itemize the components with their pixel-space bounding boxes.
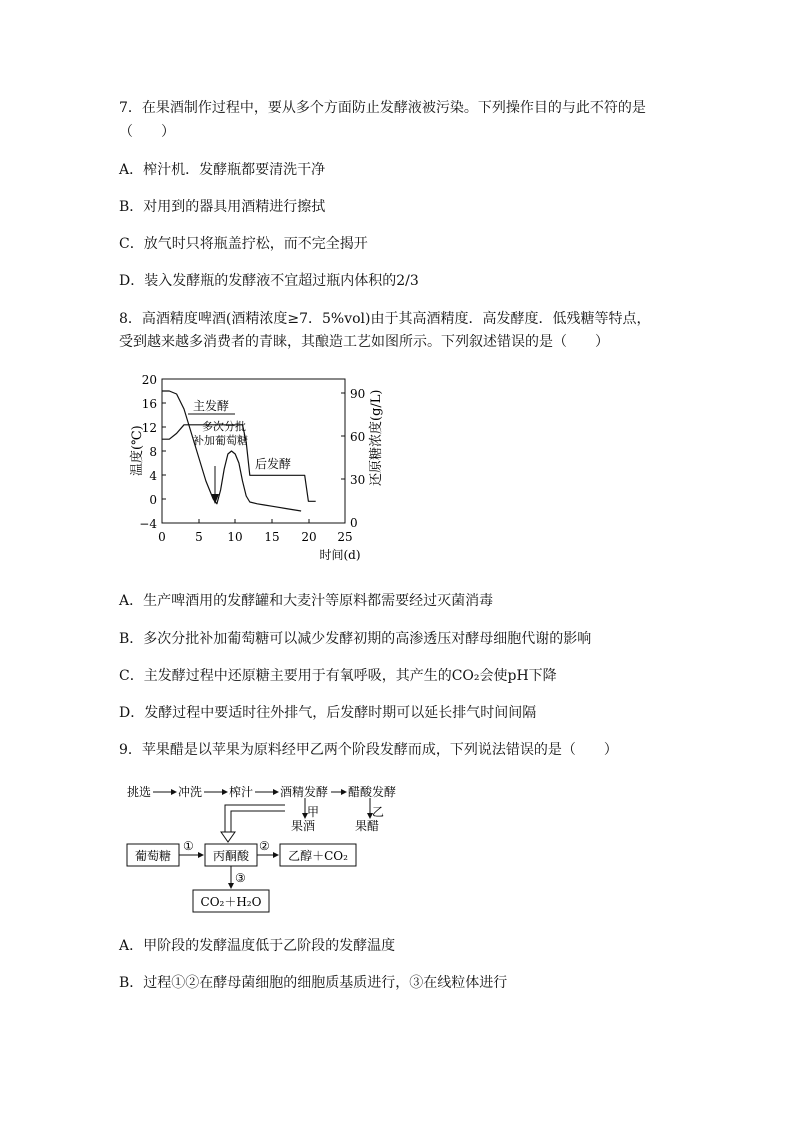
flow-step-juice: 榨汁: [229, 785, 254, 799]
flow-product-vinegar: 果醋: [355, 819, 380, 833]
box-glucose-label: 葡萄糖: [134, 849, 172, 863]
box-ethanol-label: 乙醇＋CO₂: [288, 849, 348, 863]
fermentation-chart: [130, 366, 395, 572]
flow-step-acetic: 醋酸发酵: [348, 785, 397, 799]
flow-label-yi: 乙: [372, 805, 385, 819]
right-tick-label: 90: [350, 387, 366, 401]
flow-step-rinse: 冲洗: [178, 785, 203, 799]
flow-label-jia: 甲: [307, 805, 320, 819]
flow-product-wine: 果酒: [291, 819, 316, 833]
q9-option-b: B．过程①②在酵母菌细胞的细胞质基质进行，③在线粒体进行: [119, 975, 508, 991]
temperature-line: [162, 391, 301, 511]
right-tick-label: 0: [350, 516, 358, 530]
x-tick-label: 5: [195, 530, 203, 544]
left-tick-label: 8: [149, 445, 157, 459]
q8-stem-line1: 8．高酒精度啤酒(酒精浓度≥7．5%vol)由于其高酒精度．高发酵度．低残糖等特点，: [119, 311, 651, 327]
q7-option-c: C．放气时只将瓶盖拧松，而不完全揭开: [119, 236, 368, 252]
q7-option-a: A．榨汁机．发酵瓶都要清洗干净: [119, 162, 326, 178]
q9-stem: 9．苹果醋是以苹果为原料经甲乙两个阶段发酵而成，下列说法错误的是（ ）: [119, 742, 618, 758]
q8-option-c: C．主发酵过程中还原糖主要用于有氧呼吸，其产生的CO₂会使pH下降: [119, 668, 557, 684]
left-tick-label: 12: [141, 421, 157, 435]
flow-step-alcohol: 酒精发酵: [280, 785, 329, 799]
label-batch-line2: 补加葡萄糖: [193, 434, 248, 447]
q8-option-b: B．多次分批补加葡萄糖可以减少发酵初期的高渗透压对酵母细胞代谢的影响: [119, 631, 592, 647]
left-tick-label: −4: [139, 517, 157, 531]
left-tick-label: 20: [141, 373, 157, 387]
q7-option-b: B．对用到的器具用酒精进行擦拭: [119, 199, 326, 215]
left-axis-label: 温度(℃): [130, 425, 145, 476]
box-co2-h2o-label: CO₂＋H₂O: [200, 895, 262, 909]
chart-frame: [162, 379, 345, 523]
process-1: ①: [183, 839, 194, 853]
x-ticks: [199, 519, 309, 523]
left-tick-label: 0: [149, 493, 157, 507]
process-2: ②: [259, 839, 270, 853]
q7-stem: 7．在果酒制作过程中，要从多个方面防止发酵液被污染。下列操作目的与此不符的是: [119, 100, 646, 116]
left-tick-label: 4: [149, 469, 157, 483]
x-tick-label: 25: [337, 530, 353, 544]
q8-option-a: A．生产啤酒用的发酵罐和大麦汁等原料都需要经过灭菌消毒: [119, 593, 494, 609]
right-axis-label: 还原糖浓度(g/L): [369, 389, 384, 486]
q7-paren: （ ）: [119, 124, 175, 140]
q7-option-d: D．装入发酵瓶的发酵液不宜超过瓶内体积的2/3: [119, 273, 419, 289]
q8-option-d: D．发酵过程中要适时往外排气，后发酵时期可以延长排气时间间隔: [119, 705, 537, 721]
box-pyruvate-label: 丙酮酸: [212, 849, 250, 863]
x-tick-label: 20: [301, 530, 317, 544]
x-tick-label: 15: [264, 530, 280, 544]
label-post-fermentation: 后发酵: [255, 457, 292, 471]
x-axis-label: 时间(d): [319, 548, 361, 562]
left-tick-label: 16: [141, 397, 157, 411]
q9-option-a: A．甲阶段的发酵温度低于乙阶段的发酵温度: [119, 938, 396, 954]
q8-stem-line2: 受到越来越多消费者的青睐，其酿造工艺如图所示。下列叙述错误的是（ ）: [119, 334, 609, 350]
right-tick-label: 60: [350, 430, 366, 444]
right-ticks: [341, 393, 345, 479]
apple-vinegar-flowchart: [125, 778, 405, 916]
label-main-fermentation: 主发酵: [193, 399, 230, 413]
series-layer: [162, 391, 316, 511]
x-tick-label: 10: [227, 530, 243, 544]
right-tick-label: 30: [350, 473, 366, 487]
x-tick-label: 0: [158, 530, 166, 544]
flow-step-pick: 挑选: [127, 785, 152, 799]
label-batch-line1: 多次分批: [202, 420, 246, 433]
process-3: ③: [235, 871, 246, 885]
